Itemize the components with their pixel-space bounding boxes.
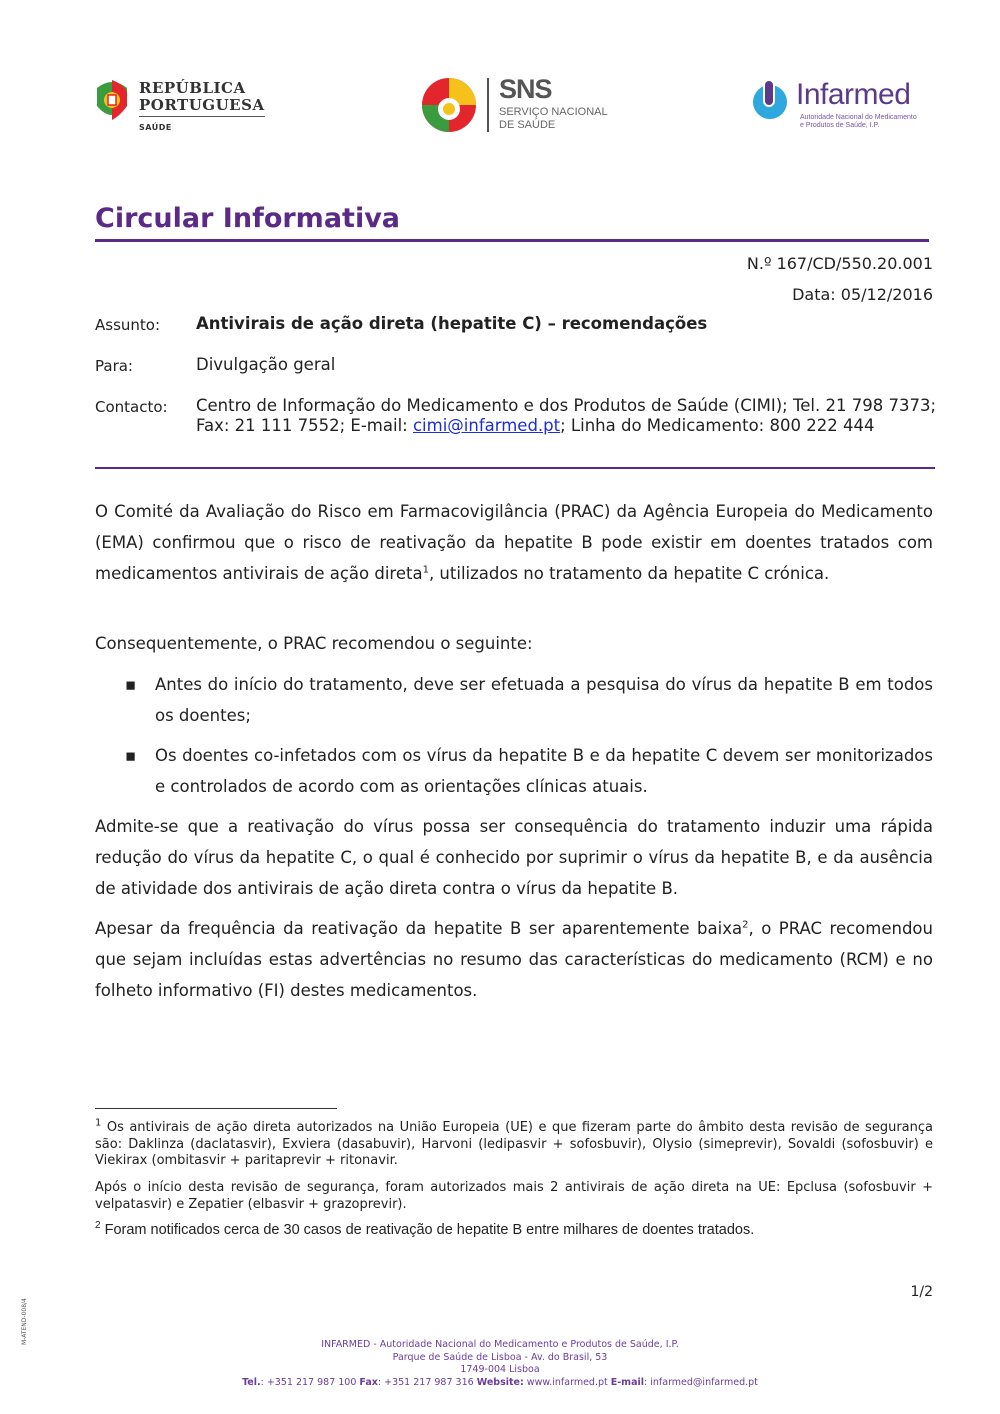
bullet-item-2: ▪ Os doentes co-infetados com os vírus da hepatite B e da hepatite C devem ser monitorizados e controlados de acordo com as orientações clínicas atuais. <box>125 740 933 802</box>
contacto-text-end: ; Linha do Medicamento: 800 222 444 <box>560 416 875 435</box>
circular-number: N.º 167/CD/550.20.001 <box>746 254 933 273</box>
title-divider <box>95 239 929 242</box>
sns-emblem-icon <box>420 76 478 134</box>
cimi-email-link[interactable]: cimi@infarmed.pt <box>412 416 561 435</box>
republica-line2: PORTUGUESA <box>139 96 265 114</box>
footnote-ref-2: 2 <box>742 919 749 931</box>
paragraph-2: Consequentemente, o PRAC recomendou o seguinte: <box>95 634 533 653</box>
republica-sub: SAÚDE <box>139 123 172 132</box>
contacto-value <box>196 396 936 436</box>
footer-line2: Parque de Saúde de Lisboa - Av. do Brasil, 53 <box>392 1351 608 1363</box>
sns-divider <box>487 78 489 132</box>
sns-line2: DE SAÚDE <box>499 119 556 131</box>
meta-divider <box>95 467 935 469</box>
page-number: 1/2 <box>910 1284 933 1300</box>
infarmed-sub-line2: e Produtos de Saúde, I.P. <box>800 122 880 129</box>
contacto-label: Contacto: <box>95 398 168 416</box>
sns-line1: SERVIÇO NACIONAL <box>499 106 608 118</box>
portugal-emblem-icon <box>95 78 129 122</box>
republica-line1: REPÚBLICA <box>139 79 246 97</box>
footnote-1: $^1$ Os antivirais de ação direta autorizados na União Europeia (UE) e que fizeram parte do âmbito desta revisão de segurança são: Daklinza (daclatasvir), Exviera (dasabuvir), Harvoni (ledipasvir + sofosbuvir), Olysio (simeprevir), Sovaldi (sofosbuvir) e Viekirax (ombitasvir + paritaprevir + ritonavir. <box>95 1117 933 1168</box>
footer-contacts: Tel.: +351 217 987 100 Fax: +351 217 987 316 Website: www.infarmed.pt E-mail: infarmed@infarmed.pt <box>242 1376 758 1388</box>
infarmed-sub-line1: Autoridade Nacional do Medicamento <box>800 114 917 121</box>
side-code: M-ATEND-008/4 <box>21 1298 28 1345</box>
bullet-icon: ▪ <box>125 675 137 694</box>
republica-portuguesa-logo <box>95 76 295 136</box>
infarmed-wordmark: Infarmed <box>796 78 911 111</box>
paragraph-1: O Comité da Avaliação do Risco em Farmacovigilância (PRAC) da Agência Europeia do Medicamento (EMA) confirmou que o risco de reativação da hepatite B pode existir em doentes tratados com medicamentos antivirais de ação direta$^1$, utilizados no tratamento da hepatite C crónica. <box>95 502 933 583</box>
footnote-1b: Após o início desta revisão de segurança, foram autorizados mais 2 antivirais de ação direta na UE: Epclusa (sofosbuvir + velpatasvir) e Zepatier (elbasvir + grazoprevir). <box>95 1180 933 1212</box>
footnote-2: $^2$ Foram notificados cerca de 30 casos de reativação de hepatite B entre milhares de doentes tratados. <box>95 1220 755 1238</box>
infarmed-logo <box>750 76 930 136</box>
page-title: Circular Informativa <box>95 203 401 234</box>
footer-line1: INFARMED - Autoridade Nacional do Medicamento e Produtos de Saúde, I.P. <box>321 1339 679 1350</box>
footer-email-link[interactable]: : infarmed@infarmed.pt <box>644 1376 758 1388</box>
assunto-label: Assunto: <box>95 316 161 334</box>
para-value: Divulgação geral <box>196 355 336 374</box>
circular-date: Data: 05/12/2016 <box>792 285 933 304</box>
paragraph-4: Apesar da frequência da reativação da hepatite B ser aparentemente baixa$^2$, o PRAC recomendou que sejam incluídas estas advertências no resumo das características do medicamento (RCM) e no folheto informativo (FI) destes medicamentos. <box>95 919 933 1000</box>
sns-logo <box>420 76 620 136</box>
footnote-divider <box>95 1108 337 1109</box>
para-label: Para: <box>95 357 133 375</box>
bullet-icon: ▪ <box>125 746 137 765</box>
footer-line3: 1749-004 Lisboa <box>460 1364 540 1375</box>
paragraph-3: Admite-se que a reativação do vírus possa ser consequência do tratamento induzir uma rápida redução do vírus da hepatite C, o qual é conhecido por suprimir o vírus da hepatite B, e da ausência de atividade dos antivirais de ação direta contra o vírus da hepatite B. <box>95 817 933 898</box>
sns-title: SNS <box>499 74 552 104</box>
infarmed-drop-icon <box>750 78 790 120</box>
contacto-text: Centro de Informação do Medicamento e dos Produtos de Saúde (CIMI); Tel. 21 798 7373; Fax: 21 111 7552; E-mail: <box>196 396 936 435</box>
logo-divider <box>139 116 265 117</box>
footer-website-link[interactable]: www.infarmed.pt <box>523 1376 611 1388</box>
bullet-item-1: ▪ Antes do início do tratamento, deve ser efetuada a pesquisa do vírus da hepatite B em todos os doentes; <box>125 669 933 731</box>
footnote-ref-1: 1 <box>422 564 429 576</box>
assunto-value: Antivirais de ação direta (hepatite C) – recomendações <box>196 314 708 333</box>
footer <box>0 1339 1000 1389</box>
